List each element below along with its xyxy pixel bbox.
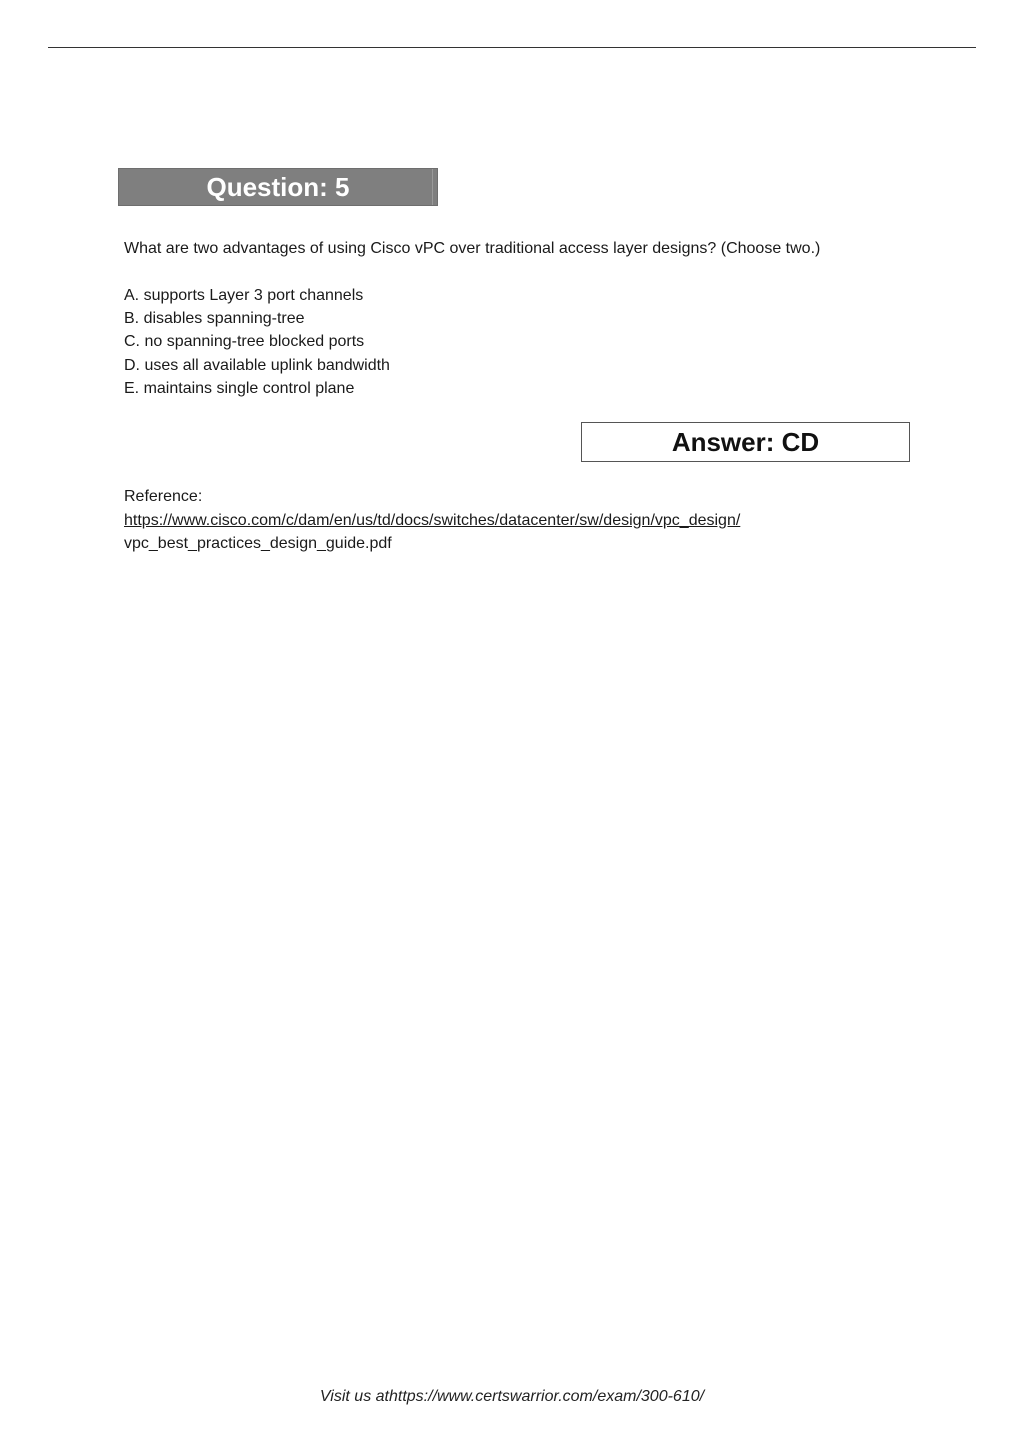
reference-link[interactable]: https://www.cisco.com/c/dam/en/us/td/docs/switches/datacenter/sw/design/vpc_design/ — [124, 511, 741, 529]
option-b: B. disables spanning-tree — [124, 310, 305, 328]
option-c: C. no spanning-tree blocked ports — [124, 333, 365, 351]
option-d: D. uses all available uplink bandwidth — [124, 356, 390, 374]
question-title: Question: 5 — [118, 168, 438, 206]
option-a: A. supports Layer 3 port channels — [124, 287, 364, 304]
footer-text: Visit us athttps://www.certswarrior.com/exam/300-610/ — [319, 1388, 705, 1405]
question-text: What are two advantages of using Cisco vPC over traditional access layer designs? (Choose two.) — [124, 240, 821, 257]
reference-section — [124, 485, 740, 556]
reference-filename: vpc_best_practices_design_guide.pdf — [124, 535, 392, 552]
reference-heading: Reference: — [124, 488, 203, 505]
option-e: E. maintains single control plane — [124, 379, 355, 397]
answer-options-list — [124, 284, 390, 400]
answer-box: Answer: CD — [581, 422, 910, 462]
header-divider — [48, 47, 976, 48]
